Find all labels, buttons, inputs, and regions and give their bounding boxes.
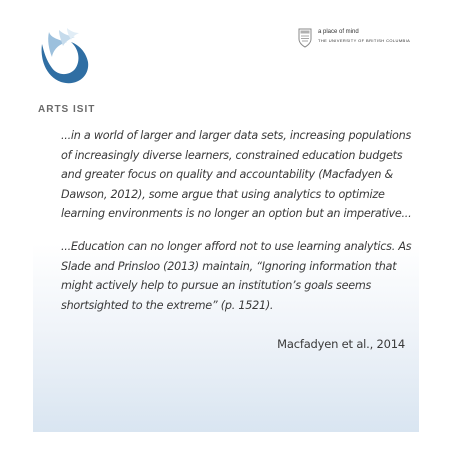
ubc-tagline: a place of mind [318, 29, 359, 35]
citation: Macfadyen et al., 2014 [277, 337, 405, 351]
arts-isit-logo-label: ARTS ISIT [38, 104, 96, 115]
quote-paragraph-1: ...in a world of larger and larger data sets, increasing populations of increasingly diverse learners, constrained education budgets and greater focus on quality and accountability (Macfadyen & Dawson, 2012), some argue that using analytics to optimize learning environments is no longer an option but an imperative... [61, 129, 412, 220]
quote-paragraph-2: ...Education can no longer afford not to use learning analytics. As Slade and Prinsloo (2013) maintain, “Ignoring information that might actively help to pursue an institution’s goals seems shortsighted to the extreme” (p. 1521). [61, 240, 412, 312]
arts-isit-logo-icon [37, 28, 91, 88]
ubc-logo [298, 28, 416, 54]
ubc-university-name: THE UNIVERSITY OF BRITISH COLUMBIA [318, 38, 411, 43]
slide [33, 14, 419, 432]
ubc-crest-icon [298, 28, 312, 48]
